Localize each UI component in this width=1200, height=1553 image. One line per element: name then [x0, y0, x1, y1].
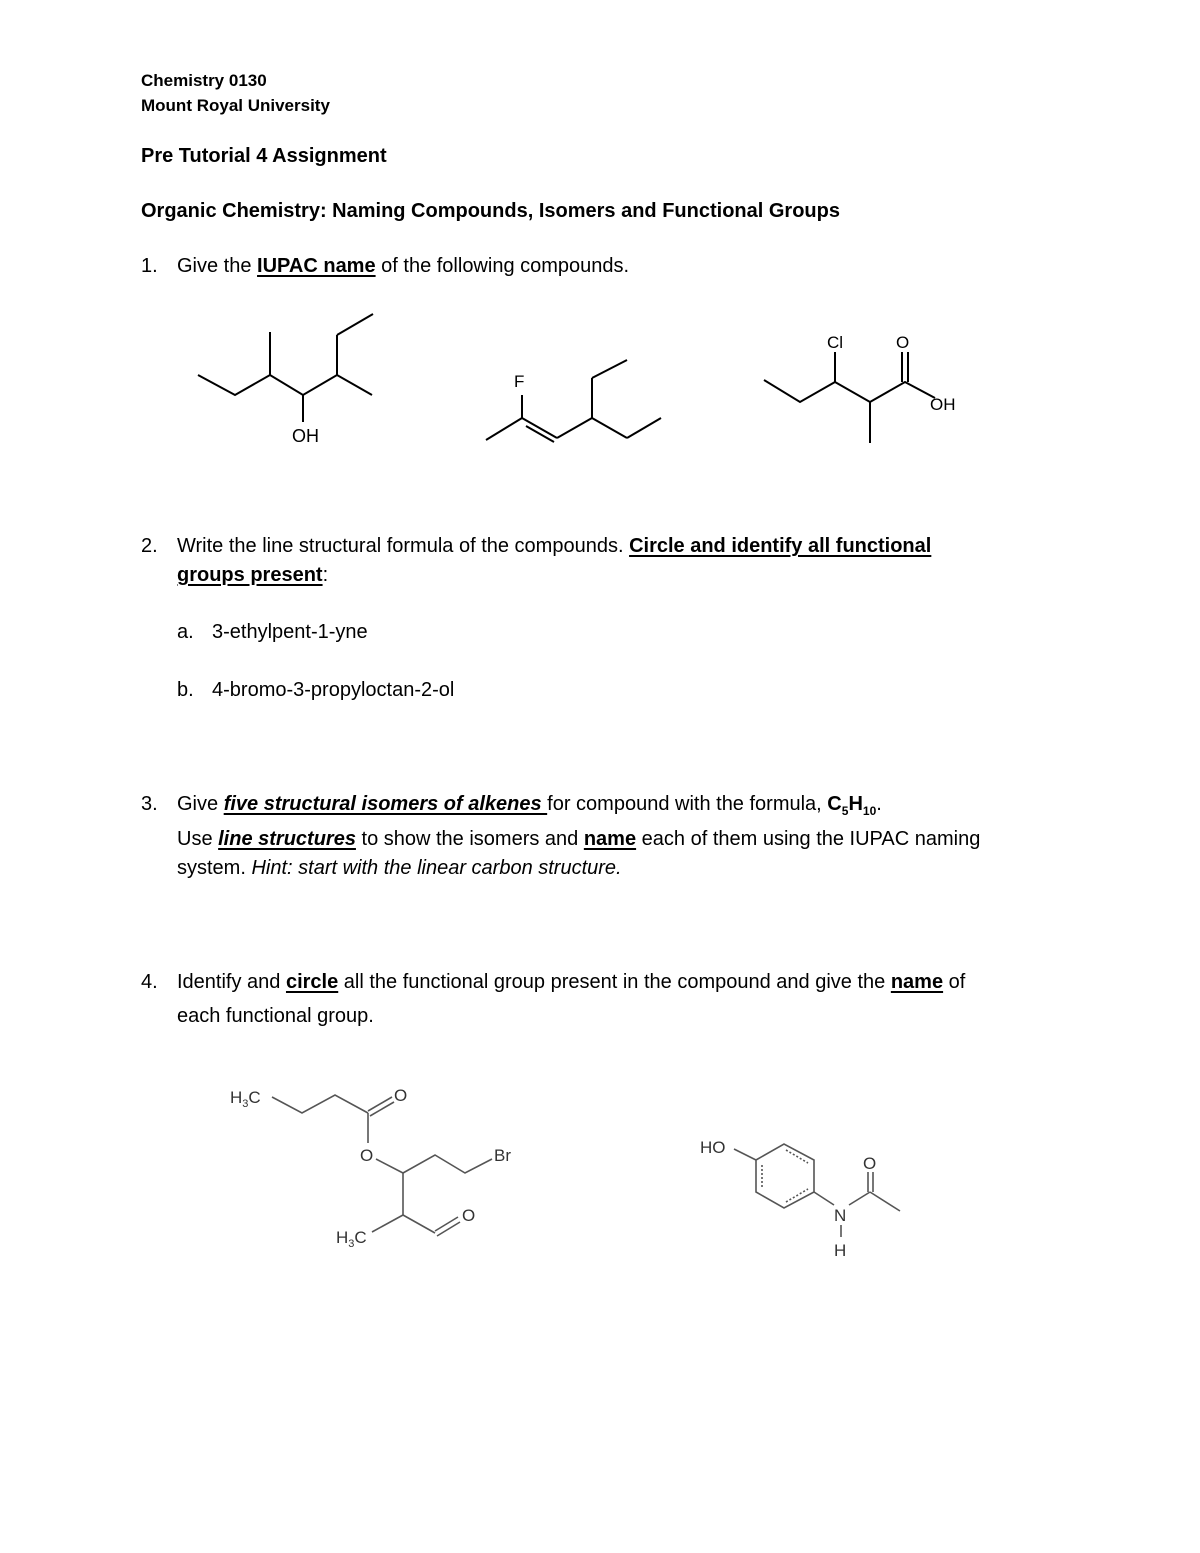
page-title: Pre Tutorial 4 Assignment: [141, 145, 387, 167]
question-1-number: 1.: [141, 255, 158, 277]
question-2a-text: 3-ethylpent-1-yne: [212, 621, 368, 643]
question-2-number: 2.: [141, 535, 158, 557]
course-name: Chemistry 0130: [141, 71, 267, 90]
question-3-line-2: Use line structures to show the isomers and name each of them using the IUPAC naming: [177, 828, 981, 850]
molecule-3: [764, 333, 956, 443]
page-subtitle: Organic Chemistry: Naming Compounds, Isomers and Functional Groups: [141, 200, 840, 222]
question-4-structures: [220, 1075, 920, 1265]
question-3-line-1: Give five structural isomers of alkenes for compound with the formula, $C_5H_{10}$.: [177, 793, 882, 818]
molecule-2: [486, 360, 661, 442]
question-2a-letter: a.: [177, 621, 194, 643]
o-carbonyl-top: O: [394, 1086, 408, 1105]
h3c-top-label: $H_3C$: [230, 1088, 261, 1110]
oh-acid-label: OH: [930, 395, 956, 414]
university-name: Mount Royal University: [141, 96, 330, 115]
question-2b-letter: b.: [177, 679, 194, 701]
br-label: Br: [494, 1146, 511, 1165]
question-3-line-3: system. Hint: start with the linear carbon structure.: [177, 857, 622, 879]
question-4-number: 4.: [141, 971, 158, 993]
amide-molecule: [700, 1138, 900, 1260]
ho-label: HO: [700, 1138, 726, 1157]
question-2-text-cont: groups present:: [177, 564, 329, 586]
question-4-line-1: Identify and circle all the functional group present in the compound and give the name of: [177, 971, 966, 993]
molecule-1: [198, 314, 373, 446]
question-2b-text: 4-bromo-3-propyloctan-2-ol: [212, 679, 455, 701]
o-ester-label: O: [360, 1146, 374, 1165]
f-label: F: [514, 372, 525, 391]
h-label: H: [834, 1241, 847, 1260]
o-label: O: [896, 333, 910, 352]
question-4-line-2: each functional group.: [177, 1005, 374, 1027]
oh-label: OH: [292, 426, 319, 446]
question-1-text: Give the IUPAC name of the following compounds.: [177, 255, 630, 277]
question-3-number: 3.: [141, 793, 158, 815]
question-1-structures: [180, 300, 1000, 460]
h3c-bottom-label: $H_3C$: [336, 1228, 367, 1250]
o-amide-label: O: [863, 1154, 877, 1173]
o-aldehyde-label: O: [462, 1206, 476, 1225]
question-2-text: Write the line structural formula of the compounds. Circle and identify all functional: [177, 535, 932, 557]
ester-molecule: [230, 1086, 511, 1250]
cl-label: Cl: [827, 333, 844, 352]
n-label: N: [834, 1206, 847, 1225]
